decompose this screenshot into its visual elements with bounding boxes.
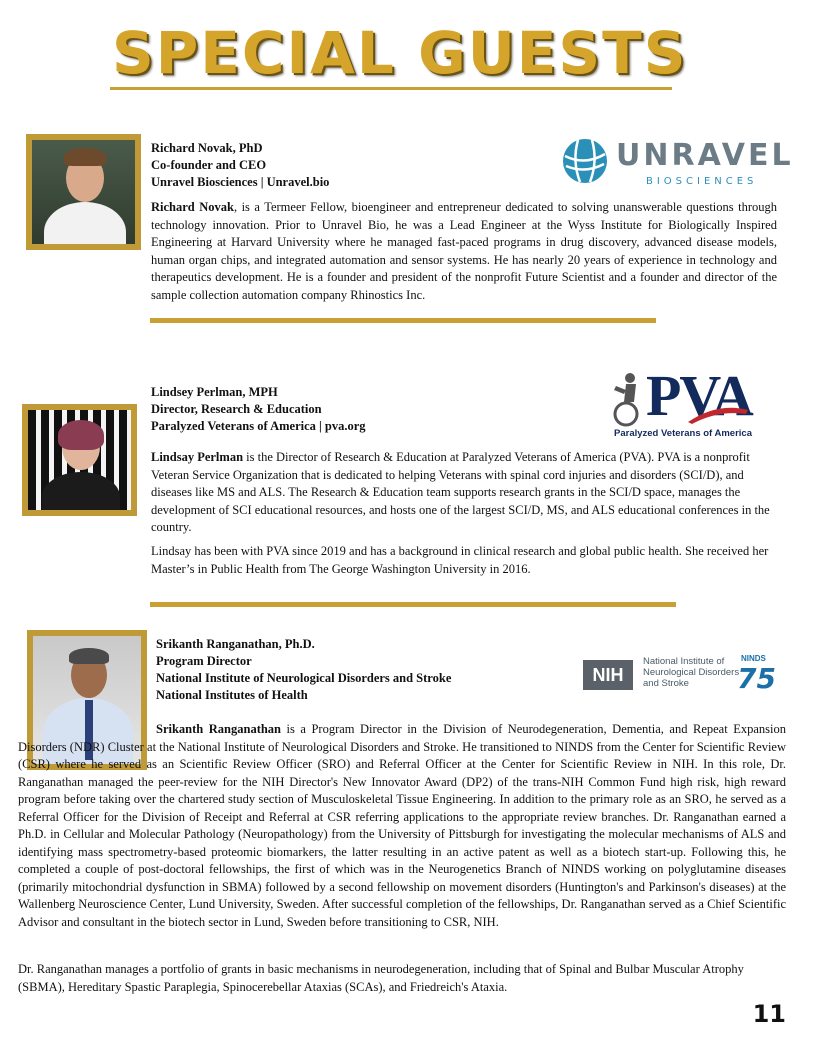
guest-1-info [151, 140, 531, 191]
unravel-logo [560, 136, 794, 192]
nih-logo-box: NIH [583, 660, 633, 690]
unravel-logo-sub: BIOSCIENCES [646, 176, 758, 187]
photo-lindsey-perlman [22, 404, 137, 516]
guest-1-bio-name: Richard Novak [151, 200, 234, 214]
guest-2-bio-text: is the Director of Research & Education at Paralyzed Veterans of America (PVA). PVA is a nonprofit Veteran Service Organization that is dedicated to helping Veterans with spinal cord injuries and disorders (SCI/D), and diseases like MS and ALS. The Research & Education team supports research grants in the SCI/D space, manages the development of SCI educational resources, and hosts one of the largest SCI/D, MS, and ALS educational conferences in the country. [151, 450, 770, 534]
guest-2-bio-2: Lindsay has been with PVA since 2019 and has a background in clinical research and global public health. She received her Master’s in Public Health from The George Washington University in 2016. [151, 544, 769, 576]
guest-3-info [156, 636, 556, 704]
guest-3-bio-2: Dr. Ranganathan manages a portfolio of grants in basic mechanisms in neurodegeneration, including that of Spinal and Bulbar Muscular Atrophy (SBMA), Hereditary Spastic Paraplegia, Spinocerebellar Ataxias (SCAs), and Friedreich's Ataxia. [18, 962, 744, 994]
guest-2-bio-name: Lindsay Perlman [151, 450, 244, 464]
pva-red-swoosh [688, 406, 748, 424]
guest-2-bio [151, 449, 777, 537]
pva-logo-sub: Paralyzed Veterans of America [614, 428, 752, 439]
unravel-globe-icon [560, 136, 610, 186]
guest-3-name: Srikanth Ranganathan, Ph.D. [156, 637, 315, 651]
pva-logo-word: PVA [646, 363, 752, 428]
guest-3-bio [18, 721, 786, 931]
wheelchair-veteran-icon [610, 372, 646, 428]
nih-ninds-logo [583, 654, 783, 694]
ninds-logo-tag: NINDS [741, 654, 766, 663]
ninds-75-anniversary: 75 [737, 662, 776, 695]
guest-3-role: Program Director [156, 654, 252, 668]
photo-richard-novak [26, 134, 141, 250]
section-divider-2 [150, 602, 676, 607]
pva-logo [610, 363, 770, 444]
guest-2-info [151, 384, 531, 435]
unravel-logo-word: UNRAVEL [616, 138, 794, 173]
guest-1-bio-text: , is a Termeer Fellow, bioengineer and entrepreneur dedicated to solving unanswerable questions through technology innovation. Prior to Unravel Bio, he was a Lead Engineer at the Wyss Institute for Biologically Inspired Engineering at Harvard University where he managed fast-paced programs in drug discovery, advanced disease models, human organ chips, and integrated automation and sensor systems. He has nearly 20 years of experience in technology and therapeutics development. He is a founder and president of the nonprofit Future Scientist and a founder and director of the sample collection automation company Rhinostics Inc. [151, 200, 777, 302]
page-title: SPECIAL GUESTS [112, 19, 688, 87]
page-number: 11 [752, 1000, 786, 1028]
guest-2-role: Director, Research & Education [151, 402, 322, 416]
guest-3-bio-name: Srikanth Ranganathan [156, 722, 282, 736]
guest-3-org-2: National Institutes of Health [156, 688, 308, 702]
section-divider-1 [150, 318, 656, 323]
guest-1-bio [151, 199, 777, 304]
title-underline [110, 87, 672, 90]
guest-1-org: Unravel Biosciences | Unravel.bio [151, 175, 330, 189]
guest-2-name: Lindsey Perlman, MPH [151, 385, 278, 399]
guest-1-name: Richard Novak, PhD [151, 141, 263, 155]
guest-3-bio-text: is a Program Director in the Division of Neurodegeneration, Dementia, and Repeat Expansion Disorders (NDR) Cluster at the National Institute of Neurological Disorders and Stroke. He transitioned to NINDS from the Center for Scientific Review (CSR) where he served as an Scientific Review Officer (SRO) and Referral Officer at the Center for Scientific Review in NIH. In this role, Dr. Ranganathan managed the peer-review for the NIH Director's New Innovator Award (DP2) of the trans-NIH Common Fund high risk, high reward program before taking over the chartered study section of Musculoskeletal Tissue Engineering. In addition to the primary role as an SRO, he served as a Referral Officer for the Division of Receipt and Referral at CSR referring applications to the appropriate review branches. Dr. Ranganathan earned a Ph.D. in Cellular and Molecular Pathology (Neuropathology) from the University of Pittsburgh for investigating the molecular mechanisms of ALS and identifying mass spectrometry-based proteomic biomarkers, the latter resulting in an active patent as well as a biotech start-up. Following this, he completed a couple of post-doctoral fellowships, the first of which was in the Neurogenetics Branch of NINDS working on polyglutamine diseases (primarily mitochondrial dysfunction in SBMA) followed by a second fellowship on movement disorders (Huntington's and Parkinson's diseases) at the Wallenberg Neuroscience Center, Lund University, Sweden. After successful completion of the fellowships, Dr. Ranganathan served as a Chief Scientific Advisor and consultant in the biotech sector in Lund, Sweden before transitioning to CSR, NIH. [18, 722, 786, 929]
guest-3-org: National Institute of Neurological Disorders and Stroke [156, 671, 452, 685]
guest-1-role: Co-founder and CEO [151, 158, 267, 172]
guest-2-org: Paralyzed Veterans of America | pva.org [151, 419, 366, 433]
nih-logo-text: National Institute of Neurological Disorders and Stroke [643, 656, 740, 689]
